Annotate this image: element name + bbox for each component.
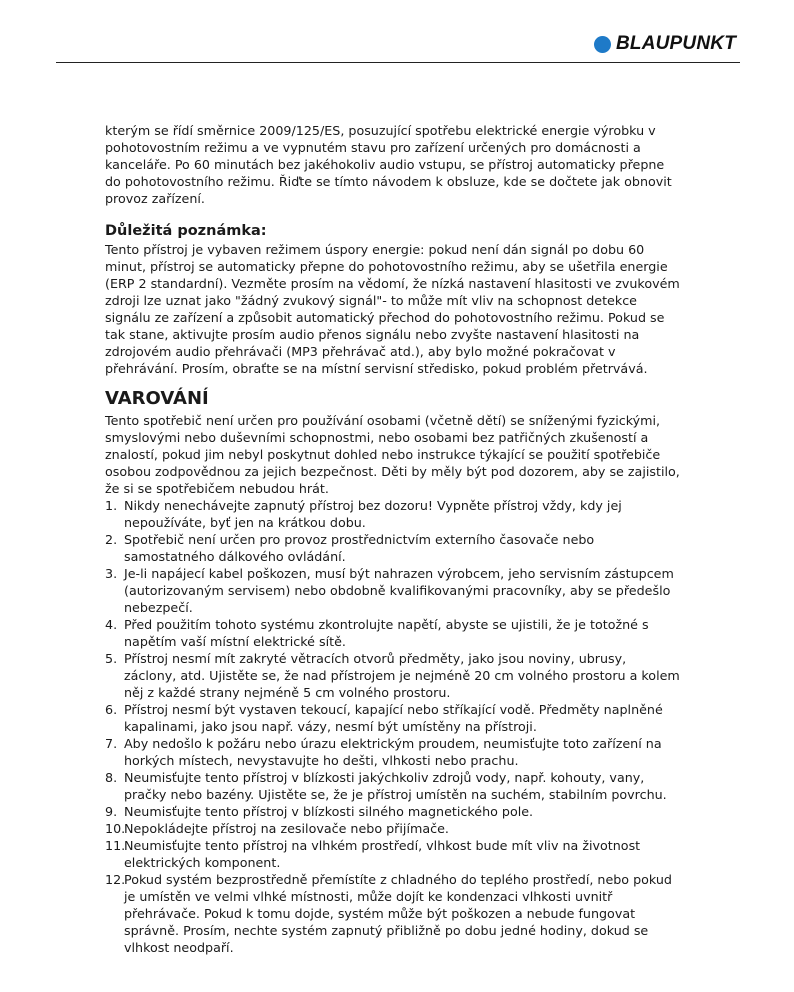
- page-header: [56, 0, 740, 63]
- list-item-number: 4.: [105, 617, 118, 632]
- intro-paragraph: kterým se řídí směrnice 2009/125/ES, posuzující spotřebu elektrické energie výrobku v pohotovostním režimu a ve vypnutém stavu pro zařízení určených pro domácnosti a kanceláře. Po 60 minutách bez jakéhokoliv audio vstupu, se přístroj automaticky přepne do pohotovostního režimu. Řiďte se tímto návodem k obsluze, kde se dočtete jak obnovit provoz zařízení.: [105, 123, 672, 206]
- list-item-number: 1.: [105, 498, 118, 513]
- list-item-text: Nepokládejte přístroj na zesilovače nebo přijímače.: [124, 821, 449, 836]
- list-item-text: Neumisťujte tento přístroj v blízkosti jakýchkoliv zdrojů vody, např. kohouty, vany, pračky nebo bazény. Ujistěte se, že je přístroj umístěn na suchém, stabilním povrchu.: [124, 770, 667, 802]
- list-item-number: 9.: [105, 804, 118, 819]
- list-item-text: Pokud systém bezprostředně přemístíte z chladného do teplého prostředí, nebo pokud je umístěn ve velmi vlhké místnosti, může dojít ke kondenzaci vlhkosti uvnitř přehrávače. Pokud k tomu dojde, systém může být poškozen a nebude fungovat správně. Prosím, nechte systém zapnutý přibližně po dobu jedné hodiny, dokud se vlhkost neodpaří.: [124, 872, 672, 955]
- list-item-text: Nikdy nenechávejte zapnutý přístroj bez dozoru! Vypněte přístroj vždy, kdy jej nepoužíváte, byť jen na krátkou dobu.: [124, 498, 622, 530]
- list-item: [105, 837, 680, 871]
- list-item-text: Přístroj nesmí být vystaven tekoucí, kapající nebo stříkající vodě. Předměty naplněné kapalinami, jako jsou např. vázy, nesmí být umístěny na přístroji.: [124, 702, 663, 734]
- list-item: [105, 531, 680, 565]
- list-item: [105, 769, 680, 803]
- list-item: [105, 616, 680, 650]
- warning-list: [105, 497, 680, 956]
- list-item: [105, 565, 680, 616]
- list-item-number: 3.: [105, 566, 118, 581]
- list-item-number: 5.: [105, 651, 118, 666]
- list-item: [105, 701, 680, 735]
- list-item-number: 6.: [105, 702, 118, 717]
- brand-logo: [594, 33, 736, 55]
- list-item-text: Spotřebič není určen pro provoz prostřednictvím externího časovače nebo samostatného dálkového ovládání.: [124, 532, 595, 564]
- list-item-number: 7.: [105, 736, 118, 751]
- list-item-number: 10.: [105, 821, 126, 836]
- list-item-text: Před použitím tohoto systému zkontrolujte napětí, abyste se ujistili, že je totožné s napětím vaší místní elektrické sítě.: [124, 617, 649, 649]
- brand-name: BLAUPUNKT: [615, 33, 736, 54]
- document-body: [105, 122, 680, 956]
- list-item: [105, 735, 680, 769]
- list-item-text: Neumisťujte tento přístroj v blízkosti silného magnetického pole.: [124, 804, 534, 819]
- note-heading: Důležitá poznámka:: [105, 223, 267, 239]
- list-item-number: 2.: [105, 532, 118, 547]
- warning-paragraph: Tento spotřebič není určen pro používání osobami (včetně dětí) se sníženými fyzickými, smyslovými nebo duševními schopnostmi, nebo osobami bez patřičných zkušeností a znalostí, pokud jim nebyl poskytnut dohled nebo instrukce týkající se použití spotřebiče osobou zodpovědnou za jejich bezpečnost. Děti by měly být pod dozorem, aby se zajistilo, že si se spotřebičem nebudou hrát.: [105, 413, 680, 496]
- list-item: [105, 650, 680, 701]
- list-item-number: 12.: [105, 872, 126, 887]
- list-item: [105, 820, 680, 837]
- list-item: [105, 871, 680, 956]
- list-item-number: 11.: [105, 838, 126, 853]
- note-paragraph: Tento přístroj je vybaven režimem úspory energie: pokud není dán signál po dobu 60 minut, přístroj se automaticky přepne do pohotovostního režimu, aby se ušetřila energie (ERP 2 standardní). Vezměte prosím na vědomí, že nízká nastavení hlasitosti ve zvukovém zdroji lze uznat jako "žádný zvukový signál"- to může mít vliv na schopnost detekce signálu ze zařízení a způsobit automatický přechod do pohotovostního režimu. Pokud se tak stane, aktivujte prosím audio přenos signálu nebo zvyšte nastavení hlasitosti na zdrojovém audio přehrávači (MP3 přehrávač atd.), aby bylo možné pokračovat v přehrávání. Prosím, obraťte se na místní servisní středisko, pokud problém přetrvává.: [105, 242, 680, 376]
- list-item-text: Neumisťujte tento přístroj na vlhkém prostředí, vlhkost bude mít vliv na životnost elektrických komponent.: [124, 838, 641, 870]
- brand-dot-icon: [594, 36, 611, 53]
- list-item: [105, 497, 680, 531]
- list-item-text: Přístroj nesmí mít zakryté větracích otvorů předměty, jako jsou noviny, ubrusy, záclony, atd. Ujistěte se, že nad přístrojem je nejméně 20 cm volného prostoru a kolem něj z každé strany nejméně 5 cm volného prostoru.: [124, 651, 680, 700]
- list-item-text: Je-li napájecí kabel poškozen, musí být nahrazen výrobcem, jeho servisním zástupcem (autorizovaným servisem) nebo obdobně kvalifikovanými pracovníky, aby se předešlo nebezpečí.: [124, 566, 674, 615]
- list-item-text: Aby nedošlo k požáru nebo úrazu elektrickým proudem, neumisťujte toto zařízení na horkých místech, nevystavujte ho dešti, vlhkosti nebo prachu.: [124, 736, 662, 768]
- list-item-number: 8.: [105, 770, 118, 785]
- warning-heading: VAROVÁNÍ: [105, 388, 209, 409]
- list-item: [105, 803, 680, 820]
